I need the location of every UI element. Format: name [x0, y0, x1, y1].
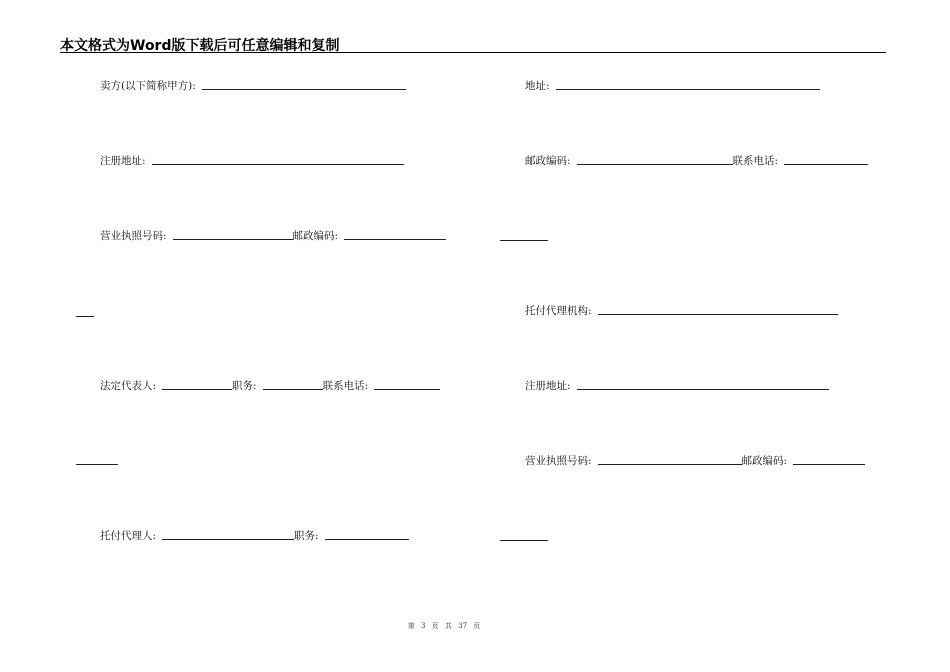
postal-blank[interactable] — [577, 163, 733, 165]
address-row — [525, 79, 820, 93]
postal2-label: 邮政编码: — [741, 455, 788, 467]
seller-blank[interactable] — [202, 88, 406, 90]
agent-row — [100, 529, 409, 543]
footer-text: 页 — [431, 622, 439, 630]
address-blank[interactable] — [556, 88, 820, 90]
footer-text: 第 — [407, 622, 415, 630]
position1-label: 职务: — [232, 380, 257, 392]
postal1-blank[interactable] — [344, 238, 446, 240]
continuation-blank[interactable] — [500, 540, 548, 541]
address-label: 地址: — [525, 80, 550, 92]
position2-blank[interactable] — [325, 538, 409, 540]
continuation-blank[interactable] — [76, 316, 94, 317]
phone-label: 联系电话: — [732, 155, 779, 167]
reg-address-label: 注册地址: — [100, 155, 146, 167]
right-license-label: 营业执照号码: — [525, 455, 592, 467]
legal-rep-row — [100, 379, 440, 393]
license-label: 营业执照号码: — [100, 230, 167, 242]
page-number: 3 — [420, 622, 426, 630]
continuation-blank[interactable] — [76, 464, 118, 465]
postal1-label: 邮政编码: — [292, 230, 339, 242]
phone-blank[interactable] — [784, 163, 868, 165]
legal-rep-blank[interactable] — [162, 388, 232, 390]
header-title: 本文格式为Word版下载后可任意编辑和复制 — [60, 38, 340, 54]
right-reg-address-label: 注册地址: — [525, 380, 571, 392]
footer-text: 页 — [473, 622, 481, 630]
position2-label: 职务: — [294, 530, 319, 542]
page-footer — [0, 621, 888, 631]
page-total: 37 — [458, 622, 468, 630]
postal-phone-row — [525, 154, 868, 168]
reg-address-blank[interactable] — [152, 163, 404, 165]
seller-label: 卖方(以下简称甲方): — [100, 80, 196, 92]
position1-blank[interactable] — [263, 388, 323, 390]
header-rule — [60, 52, 886, 53]
right-reg-address-blank[interactable] — [577, 388, 829, 390]
reg-address-row — [100, 154, 404, 168]
agent-blank[interactable] — [162, 538, 294, 540]
continuation-blank[interactable] — [500, 240, 548, 241]
license-row — [100, 229, 446, 243]
footer-text: 共 — [444, 622, 452, 630]
seller-row — [100, 79, 406, 93]
postal-label: 邮政编码: — [525, 155, 571, 167]
agency-blank[interactable] — [598, 313, 838, 315]
license-blank[interactable] — [173, 238, 293, 240]
legal-rep-label: 法定代表人: — [100, 380, 157, 392]
right-license-blank[interactable] — [598, 463, 742, 465]
right-reg-address-row — [525, 379, 829, 393]
phone1-label: 联系电话: — [322, 380, 369, 392]
phone1-blank[interactable] — [374, 388, 440, 390]
agency-row — [525, 304, 838, 318]
agent-label: 托付代理人: — [100, 530, 157, 542]
right-license-row — [525, 454, 865, 468]
postal2-blank[interactable] — [793, 463, 865, 465]
agency-label: 托付代理机构: — [525, 305, 592, 317]
